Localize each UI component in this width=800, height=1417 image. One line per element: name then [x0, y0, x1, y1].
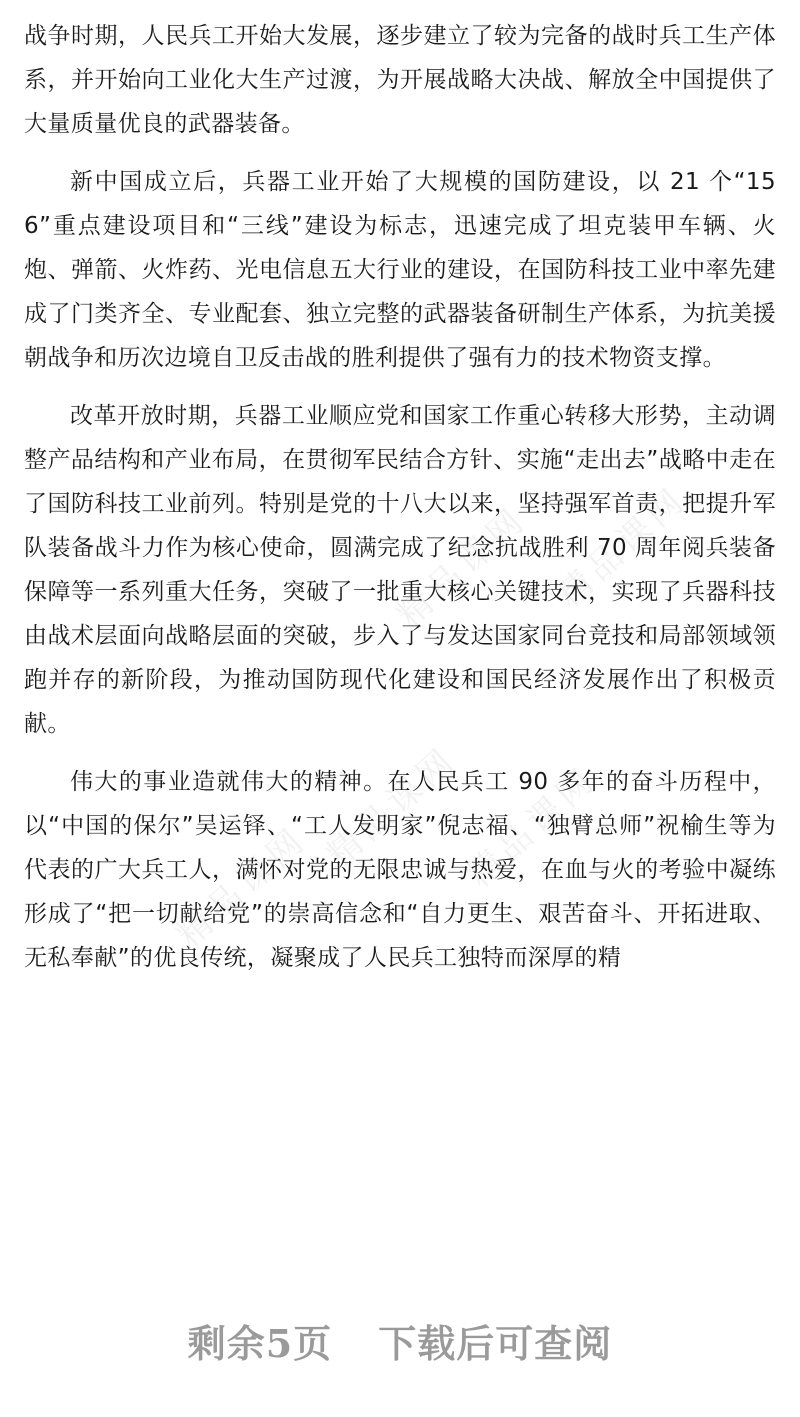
download-prompt[interactable] — [0, 1313, 800, 1368]
watermark: 精品课网 — [319, 738, 466, 876]
watermark: 精品课网 — [389, 498, 536, 636]
paragraph: 战争时期，人民兵工开始大发展，逐步建立了较为完备的战时兵工生产体系，并开始向工业化大生产过渡，为开展战略大决战、解放全中国提供了大量质量优良的武器装备。 — [24, 23, 776, 137]
document-body — [24, 0, 776, 980]
remaining-pages-label: 剩余5页 — [187, 1321, 333, 1366]
download-to-view-label: 下载后可查阅 — [378, 1321, 613, 1366]
paragraph: 改革开放时期，兵器工业顺应党和国家工作重心转移大形势，主动调整产品结构和产业布局，在贯彻军民结合方针、实施“走出去”战略中走在了国防科技工业前列。特别是党的十八大以来，坚持强军首责，把提升军队装备战斗力作为核心使命，圆满完成了纪念抗战胜利 70 周年阅兵装备保障等一系列重大任务，突破了一批重大核心关键技术，实现了兵器科技由战术层面向战略层面的突破，步入了与发达国家同台竞技和局部领域领跑并存的新阶段，为推动国防现代化建设和国民经济发展作出了积极贡献。 — [24, 403, 776, 737]
watermark: 精品课网 — [169, 818, 316, 956]
watermark: 精品课网 — [549, 478, 696, 616]
paragraph: 新中国成立后，兵器工业开始了大规模的国防建设，以 21 个“156”重点建设项目和“三线”建设为标志，迅速完成了坦克装甲车辆、火炮、弹箭、火炸药、光电信息五大行业的建设，在国防科技工业中率先建成了门类齐全、专业配套、独立完整的武器装备研制生产体系，为抗美援朝战争和历次边境自卫反击战的胜利提供了强有力的技术物资支撑。 — [24, 169, 776, 371]
watermark: 精品课网 — [459, 758, 606, 896]
paragraph: 伟大的事业造就伟大的精神。在人民兵工 90 多年的奋斗历程中，以“中国的保尔”吴运铎、“工人发明家”倪志福、“独臂总师”祝榆生等为代表的广大兵工人，满怀对党的无限忠诚与热爱，在血与火的考验中凝练形成了“把一切献给党”的崇高信念和“自力更生、艰苦奋斗、开拓进取、无私奉献”的优良传统，凝聚成了人民兵工独特而深厚的精 — [24, 769, 776, 971]
